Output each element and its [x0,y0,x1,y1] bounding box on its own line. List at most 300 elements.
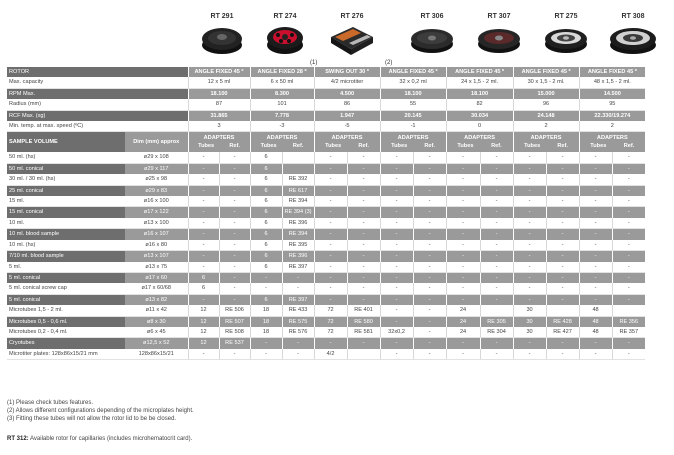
ref-cell: - [219,185,250,196]
tubes-cell: 6 [250,152,282,163]
ref-cell: - [219,163,250,174]
spec-row [7,77,645,88]
spec-row [7,110,645,121]
tubes-cell: - [446,174,480,185]
ref-cell: - [546,152,579,163]
ref-cell: - [219,152,250,163]
tubes-cell: - [579,262,612,273]
ref-cell: - [347,174,380,185]
ref-cell: - [347,229,380,240]
tubes-cell: - [188,196,219,207]
adapters-label: ADAPTERS [331,135,363,142]
sample-dimension: ø29 x 83 [125,185,188,196]
sample-dimension: ø6 x 45 [125,327,188,338]
tubes-cell: - [188,262,219,273]
tubes-cell: - [579,174,612,185]
sample-volume-header-row [7,132,645,153]
tubes-cell: - [380,196,413,207]
spec-value: 82 [446,99,513,110]
sample-label: 15 ml. conical [7,207,125,218]
spec-value: SWING OUT 30 º [314,67,380,77]
ref-cell: - [546,196,579,207]
sample-row [7,251,645,262]
tubes-heading: Tubes [590,143,607,150]
ref-cell: - [347,163,380,174]
ref-cell: - [347,272,380,283]
sample-dimension: ø13 x 75 [125,262,188,273]
ref-cell [546,305,579,316]
ref-cell: - [219,251,250,262]
spec-row [7,121,645,132]
ref-cell: - [347,218,380,229]
tubes-cell: - [188,349,219,360]
adapters-label: ADAPTERS [266,135,298,142]
tubes-cell: - [314,185,347,196]
spec-value: 55 [380,99,446,110]
tubes-cell: - [446,262,480,273]
ref-cell: - [219,218,250,229]
rotor-name: RT 307 [487,13,511,20]
tubes-cell: 6 [250,174,282,185]
rotor-column-rt308 [600,12,666,66]
ref-cell: RE 506 [219,305,250,316]
tubes-heading: Tubes [391,143,408,150]
ref-cell: - [413,207,446,218]
tubes-cell: - [513,262,546,273]
ref-cell: RE 394 [282,196,314,207]
tubes-cell: - [188,218,219,229]
tubes-cell: 18 [250,316,282,327]
tubes-cell: - [579,185,612,196]
rotor-rt306-icon [408,23,456,57]
ref-cell: - [413,174,446,185]
sample-label: 5 ml. [7,262,125,273]
tubes-cell: - [446,163,480,174]
ref-cell: - [413,185,446,196]
ref-cell: - [219,229,250,240]
tubes-cell: - [380,305,413,316]
tubes-cell: - [513,196,546,207]
ref-cell: - [612,229,645,240]
ref-cell: - [480,174,513,185]
rotor-rt274-icon [263,23,307,57]
ref-cell: - [413,196,446,207]
sample-dimension: ø13 x 107 [125,251,188,262]
adapters-label: ADAPTERS [397,135,429,142]
sample-row [7,327,645,338]
ref-heading: Ref. [623,143,635,150]
sample-dimension: ø12,5 x 52 [125,338,188,349]
tubes-cell: 6 [188,272,219,283]
tubes-cell: - [513,152,546,163]
ref-cell: - [480,152,513,163]
ref-cell: - [480,163,513,174]
rotor-name: RT 276 [340,13,364,20]
tubes-cell: - [579,251,612,262]
spec-value: 86 [314,99,380,110]
tubes-cell: - [579,272,612,283]
tubes-cell: - [579,294,612,305]
tubes-cell: - [314,272,347,283]
sample-row [7,229,645,240]
tubes-cell: - [314,218,347,229]
ref-cell: - [282,283,314,294]
tubes-cell: - [446,251,480,262]
tubes-cell: - [446,338,480,349]
ref-cell: - [413,272,446,283]
tubes-cell: 72 [314,305,347,316]
spec-value: 0 [446,121,513,132]
tubes-cell: - [513,218,546,229]
tubes-cell: 72 [314,327,347,338]
tubes-cell: - [380,272,413,283]
spec-label: RPM Max. [7,88,188,99]
adapters-heading [380,132,446,153]
ref-cell: RE 304 [480,327,513,338]
adapters-heading [579,132,645,153]
tubes-cell: - [250,283,282,294]
ref-heading: Ref. [491,143,502,150]
ref-cell: RE 396 [282,251,314,262]
tubes-cell: 6 [250,294,282,305]
rt312-name: RT 312: [7,436,29,442]
footnote: (2) Allows different configurations depending of the microplates height. [7,408,194,414]
ref-cell: - [480,207,513,218]
ref-cell: - [219,272,250,283]
ref-cell: - [480,196,513,207]
ref-cell: RE 305 [480,316,513,327]
spec-label: ROTOR [7,67,188,77]
tubes-cell: 6 [250,251,282,262]
tubes-cell: - [314,240,347,251]
ref-cell: RE 537 [219,338,250,349]
spec-value: ANGLE FIXED 45 º [446,67,513,77]
ref-cell: RE 392 [282,174,314,185]
tubes-cell: 6 [250,240,282,251]
tubes-cell: - [380,338,413,349]
tubes-cell: - [380,207,413,218]
sample-row [7,338,645,349]
sample-row [7,240,645,251]
spec-value: -5 [314,121,380,132]
tubes-cell: - [513,229,546,240]
ref-cell: - [413,294,446,305]
sample-dimension: ø16 x 80 [125,240,188,251]
ref-cell: - [612,174,645,185]
sample-row [7,305,645,316]
tubes-cell: - [446,207,480,218]
tubes-cell: - [188,174,219,185]
adapters-subheading [191,142,248,150]
spec-value: 12 x 5 ml [188,77,250,88]
tubes-cell: 24 [446,327,480,338]
ref-cell: RE 433 [282,305,314,316]
ref-cell: - [413,152,446,163]
ref-cell: RE 396 [282,218,314,229]
tubes-cell: - [579,338,612,349]
ref-cell: - [546,207,579,218]
tubes-cell: - [446,229,480,240]
sample-row [7,152,645,163]
spec-value: 8.300 [250,88,314,99]
sample-dimension: ø17 x 60/68 [125,283,188,294]
ref-cell: - [612,152,645,163]
sample-dimension: ø17 x 60 [125,272,188,283]
tubes-cell: 24 [446,305,480,316]
tubes-cell: - [513,185,546,196]
tubes-cell: - [380,262,413,273]
spec-row [7,67,645,77]
spec-value: 24 x 1,5 - 2 ml. [446,77,513,88]
tubes-cell: - [446,240,480,251]
ref-cell: - [480,240,513,251]
rotor-name: RT 308 [621,13,645,20]
spec-label: Max. capacity [7,77,188,88]
tubes-cell: - [250,349,282,360]
ref-cell: - [546,185,579,196]
ref-cell: - [480,272,513,283]
tubes-cell: - [380,174,413,185]
spec-value: 18.100 [188,88,250,99]
ref-cell: - [480,262,513,273]
rotor-name: RT 275 [554,13,578,20]
sample-label: Microtubes 0,2 - 0,4 ml. [7,327,125,338]
rotor-rt308-icon [607,23,659,57]
spec-value: 96 [513,99,579,110]
ref-heading: Ref. [358,143,369,150]
tubes-cell: 6 [188,283,219,294]
ref-cell: - [612,185,645,196]
adapters-subheading [582,142,644,150]
ref-cell: - [413,262,446,273]
ref-cell: - [612,196,645,207]
ref-cell: - [219,262,250,273]
sample-label: 5 ml. conical [7,272,125,283]
ref-cell: - [612,349,645,360]
spec-value: 30.034 [446,110,513,121]
ref-cell: RE 576 [282,327,314,338]
sample-label: 50 ml. (hs) [7,152,125,163]
ref-heading: Ref. [292,143,304,150]
tubes-cell: - [513,240,546,251]
tubes-cell: - [188,294,219,305]
spec-value: ANGLE FIXED 45 º [513,67,579,77]
ref-cell: RE 427 [546,327,579,338]
tubes-cell: - [188,229,219,240]
tubes-cell: - [314,294,347,305]
tubes-heading: Tubes [457,143,474,150]
sample-label: Cryotubes [7,338,125,349]
tubes-cell: - [380,251,413,262]
tubes-cell: - [446,218,480,229]
ref-cell: RE 428 [546,316,579,327]
tubes-cell: - [579,152,612,163]
tubes-cell: - [513,272,546,283]
ref-cell: - [546,163,579,174]
spec-value: 18.100 [380,88,446,99]
ref-cell: - [612,294,645,305]
footnotes [7,399,194,423]
spec-value: 6 x 50 ml [250,77,314,88]
ref-cell: - [480,229,513,240]
sample-dimension: ø11 x 42 [125,305,188,316]
tubes-cell: - [446,294,480,305]
ref-cell: RE 617 [282,185,314,196]
sample-row [7,349,645,360]
tubes-cell: - [380,316,413,327]
sample-row [7,174,645,185]
rotor-footnote-mark: (1) [310,60,318,66]
adapters-label: ADAPTERS [464,135,495,142]
tubes-cell: - [446,196,480,207]
ref-cell: RE 401 [347,305,380,316]
spec-value: 24.148 [513,110,579,121]
rotor-rt276-icon [327,23,377,57]
adapters-subheading [317,142,378,150]
ref-cell [282,163,314,174]
spec-value: 2 [579,121,645,132]
sample-label: 15 ml. [7,196,125,207]
tubes-cell: - [446,272,480,283]
tubes-heading: Tubes [325,143,342,150]
tubes-cell: - [579,283,612,294]
spec-value: 30 x 1,5 - 2 ml. [513,77,579,88]
rt312-description: Available rotor for capillaries (includes microhematocrit card). [28,436,193,442]
tubes-cell: - [446,283,480,294]
ref-cell: - [546,262,579,273]
sample-label: 25 ml. conical [7,185,125,196]
tubes-cell: - [446,185,480,196]
adapters-heading [188,132,250,153]
sample-label: Microtiter plates: 128x86x15/21 mm [7,349,125,360]
ref-cell: - [546,240,579,251]
sample-dimension: ø17 x 122 [125,207,188,218]
tubes-cell: - [513,283,546,294]
ref-cell: - [219,349,250,360]
ref-cell: - [546,294,579,305]
ref-cell: - [347,185,380,196]
ref-cell: - [612,163,645,174]
ref-cell: - [347,152,380,163]
tubes-cell: - [380,283,413,294]
spec-value: 48 x 1,5 - 2 ml. [579,77,645,88]
tubes-cell: 6 [250,196,282,207]
adapters-heading [513,132,579,153]
adapters-heading [446,132,513,153]
ref-cell: RE 575 [282,316,314,327]
spec-value: 4.500 [314,88,380,99]
ref-cell: - [413,229,446,240]
ref-cell: - [347,207,380,218]
rotor-rt291-icon [198,23,246,57]
tubes-cell: 18 [250,327,282,338]
spec-value: 7.778 [250,110,314,121]
tubes-cell: - [314,163,347,174]
tubes-cell: - [579,229,612,240]
footnote: (1) Please check tubes features. [7,400,94,406]
ref-cell: - [219,283,250,294]
ref-cell [480,305,513,316]
rotor-name: RT 291 [210,13,234,20]
ref-heading: Ref. [557,143,568,150]
sample-label: 5 ml. conical screw cap [7,283,125,294]
ref-cell: - [546,338,579,349]
ref-cell: - [413,283,446,294]
sample-row [7,316,645,327]
ref-cell: - [546,251,579,262]
ref-cell: - [480,251,513,262]
tubes-heading: Tubes [198,143,215,150]
sample-label: 10 ml. [7,218,125,229]
tubes-cell: 12 [188,327,219,338]
adapters-heading [250,132,314,153]
spec-value: ANGLE FIXED 45 º [188,67,250,77]
ref-cell: - [612,240,645,251]
ref-cell: - [347,251,380,262]
tubes-cell: - [188,251,219,262]
adapters-label: ADAPTERS [596,135,628,142]
ref-cell: RE 356 [612,316,645,327]
tubes-cell: - [513,294,546,305]
tubes-cell: 48 [579,316,612,327]
ref-cell: RE 397 [282,262,314,273]
ref-cell: - [413,327,446,338]
sample-row [7,294,645,305]
tubes-cell: 6 [250,218,282,229]
ref-cell: - [347,240,380,251]
rotor-column-rt276 [319,12,393,66]
spec-value: 15.000 [513,88,579,99]
ref-cell: - [219,207,250,218]
ref-cell: - [480,283,513,294]
sample-label: Microtubes 1,5 - 2 ml. [7,305,125,316]
sample-dimension: ø25 x 98 [125,174,188,185]
tubes-cell: 30 [513,305,546,316]
spec-label: Radius (mm) [7,99,188,110]
tubes-cell: - [250,338,282,349]
ref-cell: - [347,338,380,349]
tubes-cell: - [513,251,546,262]
tubes-cell: - [314,251,347,262]
adapters-label: ADAPTERS [203,135,235,142]
tubes-cell: 6 [250,262,282,273]
sample-dimension: ø13 x 100 [125,218,188,229]
ref-cell: - [347,196,380,207]
tubes-cell: - [380,349,413,360]
tubes-cell: - [380,218,413,229]
ref-cell: - [413,218,446,229]
spec-value: 22.330/19.274 [579,110,645,121]
tubes-cell: 12 [188,305,219,316]
tubes-cell: 30 [513,327,546,338]
rotor-name: RT 306 [420,13,444,20]
sample-dimension: ø8 x 30 [125,316,188,327]
sample-dimension: 128x86x15/21 [125,349,188,360]
sample-label: 5 ml. conical [7,294,125,305]
tubes-cell: 4/2 [314,349,347,360]
sample-row [7,272,645,283]
tubes-cell: 12 [188,316,219,327]
sample-label: 7/10 ml. blood sample [7,251,125,262]
sample-row [7,185,645,196]
tubes-cell: - [380,152,413,163]
ref-cell: - [413,349,446,360]
adapters-heading [314,132,380,153]
ref-cell [612,305,645,316]
ref-cell: - [546,229,579,240]
tubes-cell: - [579,349,612,360]
ref-cell: RE 394 [282,229,314,240]
